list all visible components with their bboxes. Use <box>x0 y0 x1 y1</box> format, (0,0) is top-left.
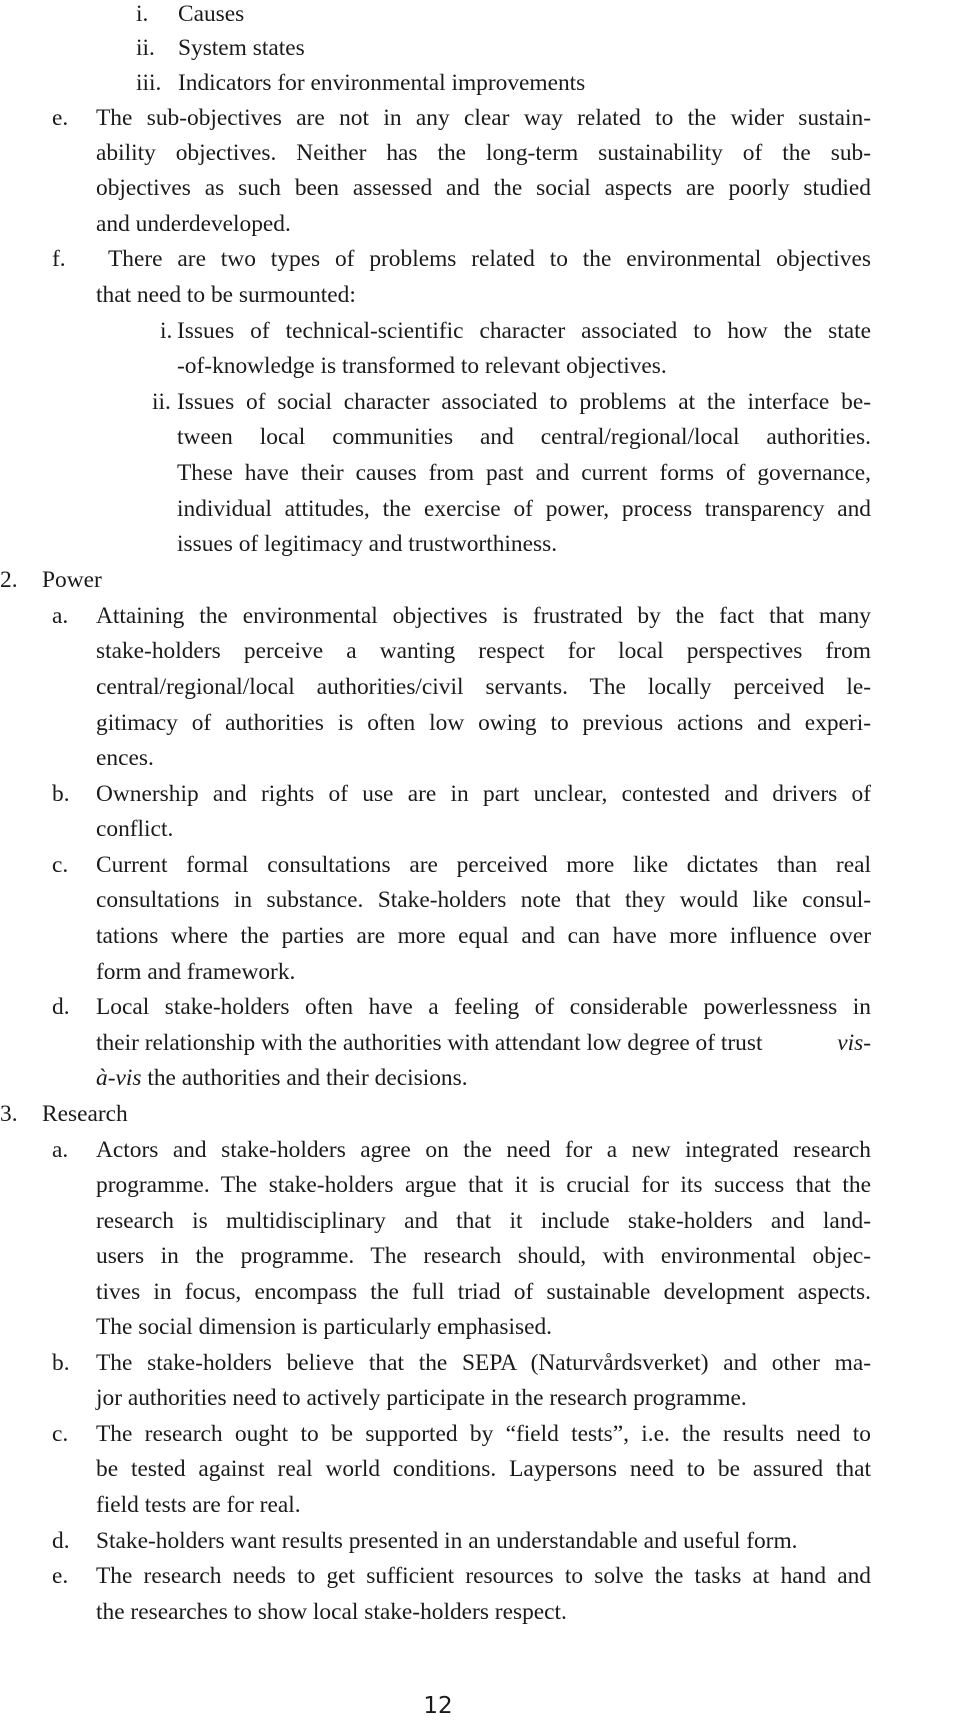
page-number: 12 <box>423 1693 453 1719</box>
paragraph-line: The sub-objectives are not in any clear way related to the wider sustain- <box>96 105 871 131</box>
paragraph-line: Ownership and rights of use are in part unclear, contested and drivers of <box>96 781 871 807</box>
list-marker: i. <box>160 318 173 344</box>
list-marker: a. <box>52 1137 69 1163</box>
paragraph-line: consultations in substance. Stake-holders note that they would like consul- <box>96 887 871 913</box>
list-marker: c. <box>52 1421 69 1447</box>
paragraph-line: objectives as such been assessed and the social aspects are poorly studied <box>96 175 871 201</box>
paragraph-text: their relationship with the authorities with attendant low degree of trust <box>96 1030 763 1056</box>
list-marker: e. <box>52 105 69 131</box>
paragraph-line: conflict. <box>96 816 174 842</box>
paragraph-line: Local stake-holders often have a feeling of considerable powerlessness in <box>96 994 871 1020</box>
paragraph-line: gitimacy of authorities is often low owing to previous actions and experi- <box>96 710 871 736</box>
list-marker: i. <box>136 1 149 27</box>
list-marker: b. <box>52 781 70 807</box>
list-marker: e. <box>52 1563 69 1589</box>
paragraph-line: Actors and stake-holders agree on the need for a new integrated research <box>96 1137 871 1163</box>
paragraph-line <box>96 1064 468 1094</box>
paragraph-line: The social dimension is particularly emphasised. <box>96 1314 553 1340</box>
paragraph-line: issues of legitimacy and trustworthiness. <box>177 531 558 557</box>
paragraph-line: Current formal consultations are perceived more like dictates than real <box>96 852 871 878</box>
paragraph-line: The research ought to be supported by “field tests”, i.e. the results need to <box>96 1421 871 1447</box>
paragraph-line: ences. <box>96 745 154 771</box>
list-item-text: System states <box>178 35 305 61</box>
paragraph-line: jor authorities need to actively participate in the research programme. <box>96 1385 747 1411</box>
list-marker: ii. <box>152 389 171 415</box>
section-number: 2. <box>0 567 18 593</box>
list-marker: f. <box>52 246 66 272</box>
paragraph-line: Issues of technical-scientific character associated to how the state <box>177 318 871 344</box>
paragraph-line: There are two types of problems related to the environmental objectives <box>108 246 871 272</box>
paragraph-line: the researches to show local stake-holders respect. <box>96 1599 567 1625</box>
paragraph-line: users in the programme. The research should, with environmental objec- <box>96 1243 871 1269</box>
list-marker: iii. <box>136 70 162 96</box>
paragraph-line: form and framework. <box>96 959 296 985</box>
paragraph-line: Issues of social character associated to problems at the interface be- <box>177 389 871 415</box>
list-marker: b. <box>52 1350 70 1376</box>
italic-term: vis- <box>837 1030 871 1056</box>
paragraph-line <box>96 1029 871 1059</box>
paragraph-line: These have their causes from past and current forms of governance, <box>177 460 871 486</box>
list-marker: c. <box>52 852 69 878</box>
paragraph-line: tween local communities and central/regional/local authorities. <box>177 424 871 450</box>
list-marker: ii. <box>136 35 155 61</box>
section-heading: Research <box>42 1101 128 1127</box>
paragraph-line: field tests are for real. <box>96 1492 301 1518</box>
paragraph-text: the authorities and their decisions. <box>147 1065 468 1091</box>
paragraph-line: -of-knowledge is transformed to relevant objectives. <box>177 353 667 379</box>
paragraph-line: tives in focus, encompass the full triad of sustainable development aspects. <box>96 1279 871 1305</box>
list-item-text: Causes <box>178 1 245 27</box>
paragraph-line: stake-holders perceive a wanting respect for local perspectives from <box>96 638 871 664</box>
paragraph-line: Stake-holders want results presented in an understandable and useful form. <box>96 1528 798 1554</box>
list-marker: a. <box>52 603 69 629</box>
section-number: 3. <box>0 1101 18 1127</box>
paragraph-line: tations where the parties are more equal and can have more influence over <box>96 923 871 949</box>
section-heading: Power <box>42 567 102 593</box>
paragraph-line: Attaining the environmental objectives is frustrated by the fact that many <box>96 603 871 629</box>
paragraph-line: individual attitudes, the exercise of power, process transparency and <box>177 496 871 522</box>
paragraph-line: and underdeveloped. <box>96 211 291 237</box>
paragraph-line: that need to be surmounted: <box>96 282 356 308</box>
paragraph-line: programme. The stake-holders argue that it is crucial for its success that the <box>96 1172 871 1198</box>
list-marker: d. <box>52 994 70 1020</box>
italic-term: à-vis <box>96 1065 142 1091</box>
list-marker: d. <box>52 1528 70 1554</box>
paragraph-line: The research needs to get sufficient resources to solve the tasks at hand and <box>96 1563 871 1589</box>
paragraph-line: The stake-holders believe that the SEPA (Naturvårdsverket) and other ma- <box>96 1350 871 1376</box>
paragraph-line: ability objectives. Neither has the long-term sustainability of the sub- <box>96 140 871 166</box>
paragraph-line: central/regional/local authorities/civil servants. The locally perceived le- <box>96 674 871 700</box>
paragraph-line: research is multidisciplinary and that it include stake-holders and land- <box>96 1208 871 1234</box>
list-item-text: Indicators for environmental improvements <box>178 70 586 96</box>
paragraph-line: be tested against real world conditions. Laypersons need to be assured that <box>96 1456 871 1482</box>
